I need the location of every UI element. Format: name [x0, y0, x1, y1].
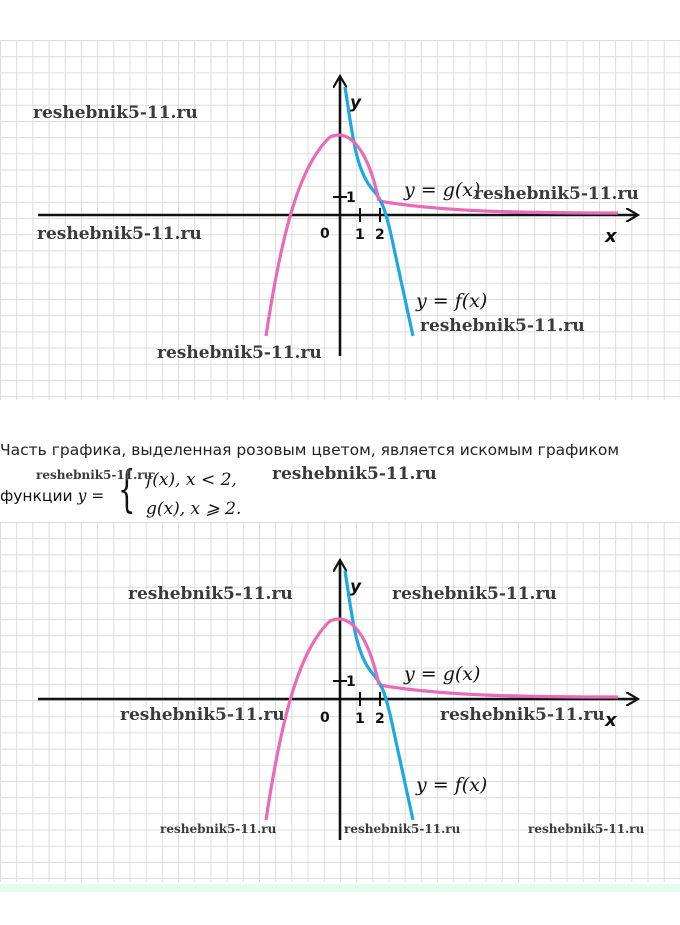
watermark: reshebnik5-11.ru — [272, 464, 437, 484]
graph-1 — [0, 40, 680, 400]
label-g: y = g(x) — [404, 663, 481, 685]
watermark: reshebnik5-11.ru — [440, 705, 605, 725]
watermark: reshebnik5-11.ru — [37, 224, 202, 244]
label-g: y = g(x) — [404, 179, 481, 201]
formula-case-1: f(x), x < 2, — [146, 470, 237, 490]
tick-label-y1: 1 — [346, 190, 356, 206]
axis-x-label: x — [605, 710, 617, 731]
formula-prefix-word: функции — [0, 487, 73, 505]
axis-y-label: y — [350, 577, 362, 597]
watermark: reshebnik5-11.ru — [36, 468, 153, 482]
axis-x-label: x — [605, 226, 617, 247]
tick-label-y1: 1 — [346, 674, 356, 690]
watermark: reshebnik5-11.ru — [120, 705, 285, 725]
watermark: reshebnik5-11.ru — [33, 103, 198, 123]
bottom-bar — [0, 884, 680, 892]
formula-var: y = — [77, 487, 105, 505]
axis-y-label: y — [350, 93, 362, 113]
graph-panel-2 — [0, 522, 680, 882]
tick-label-2: 2 — [375, 711, 385, 727]
watermark: reshebnik5-11.ru — [528, 822, 645, 836]
tick-label-1: 1 — [355, 227, 365, 243]
label-f: y = f(x) — [416, 290, 488, 312]
watermark: reshebnik5-11.ru — [344, 822, 461, 836]
g-curve — [379, 685, 618, 697]
watermark: reshebnik5-11.ru — [157, 343, 322, 363]
formula-prefix — [0, 487, 104, 505]
tick-label-0: 0 — [320, 226, 330, 242]
brace-icon: { — [118, 460, 136, 518]
formula-case-2: g(x), x ⩾ 2. — [146, 499, 242, 519]
caption-text: Часть графика, выделенная розовым цветом, является искомым графиком — [0, 441, 620, 459]
watermark: reshebnik5-11.ru — [392, 584, 557, 604]
piecewise-formula — [0, 460, 680, 522]
tick-label-1: 1 — [355, 711, 365, 727]
label-f: y = f(x) — [416, 774, 488, 796]
tick-label-0: 0 — [320, 710, 330, 726]
watermark: reshebnik5-11.ru — [420, 316, 585, 336]
watermark: reshebnik5-11.ru — [128, 584, 293, 604]
watermark: reshebnik5-11.ru — [160, 822, 277, 836]
tick-label-2: 2 — [375, 227, 385, 243]
watermark: reshebnik5-11.ru — [474, 184, 639, 204]
graph-panel-1 — [0, 40, 680, 400]
